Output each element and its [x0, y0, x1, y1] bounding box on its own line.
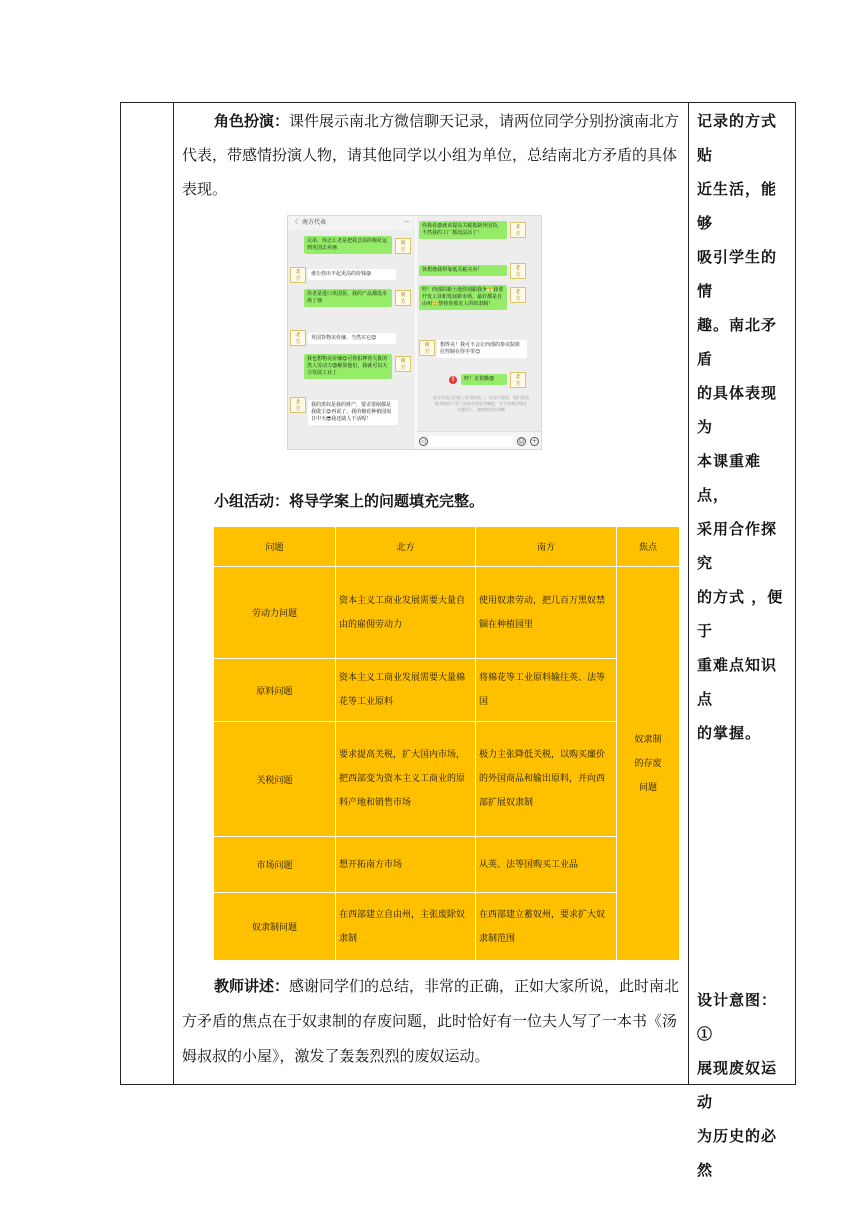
table-header-row — [214, 527, 680, 567]
chat-bubble: 你我看😡就该提高关税抵制外国货，不然我的工厂都没法活了！ — [419, 221, 507, 239]
south-cell: 从英、法等国购买工业品 — [476, 837, 617, 893]
issue-cell: 关税问题 — [214, 722, 336, 837]
avatar-north-icon: 南 方 — [395, 290, 411, 306]
chat-header — [288, 216, 414, 230]
role-play-text-1: 课件展示南北方微信聊天记录，请两位同学分别扮演南北方 — [289, 112, 680, 130]
issue-cell: 奴隶制问题 — [214, 893, 336, 961]
chat-system-note — [427, 395, 535, 413]
note-line: 的具体表现为 — [697, 384, 778, 436]
note-line: 记录的方式贴 — [697, 112, 778, 164]
table-row — [214, 837, 680, 893]
wechat-chat-screenshot — [287, 215, 542, 450]
note-line: 设计意图：① — [697, 991, 778, 1043]
table-header: 问题 — [214, 527, 336, 567]
column-divider-2 — [688, 102, 689, 1085]
emoji-icon: ☺ — [518, 438, 525, 445]
note-line: 趣。南北矛盾 — [697, 316, 778, 368]
south-cell: 将棉花等工业原料输往英、法等国 — [476, 659, 617, 722]
note-line: 展现废奴运动 — [697, 1059, 778, 1111]
avatar-south-icon: 北 方 — [290, 267, 306, 283]
design-note-1 — [697, 104, 791, 750]
group-activity-heading: 小组活动：将导学案上的问题填充完整。 — [214, 492, 485, 510]
note-line: 采用合作探究 — [697, 520, 778, 572]
note-line: 的方式 ，便于 — [697, 588, 784, 640]
avatar-north-icon: 北 方 — [510, 287, 526, 303]
back-arrow-icon: 〈 — [292, 219, 299, 226]
chat-bubble: 兄弟，你怎么老是把我急需的棉花运到英国去卖😒 — [304, 236, 392, 254]
table-row — [214, 893, 680, 961]
role-play-label: 角色扮演： — [214, 112, 290, 130]
chat-bubble: 休想😠我得靠低关税买卖！ — [419, 265, 507, 276]
chat-column-right — [417, 216, 542, 450]
avatar-north-icon: 北 方 — [510, 263, 526, 279]
chat-bubble: 我的黑奴是我的财产，要杀要剐都是我做主😊再说了，我的棉花种植园如日中天😎我还缺人干活呢！ — [308, 400, 398, 425]
teacher-line-2: 方矛盾的焦点在于奴隶制的存废问题，此时恰好有一位夫人写了一本书《汤 — [182, 1012, 678, 1030]
plus-icon: + — [531, 438, 538, 445]
note-line: 近生活，能够 — [697, 180, 778, 232]
note-line: 重难点知识点 — [697, 656, 778, 708]
issue-cell: 市场问题 — [214, 837, 336, 893]
north-cell: 资本主义工商业发展需要大量自由的雇佣劳动力 — [336, 567, 476, 659]
avatar-north-icon: 南 方 — [395, 356, 411, 372]
avatar-south-icon: 北 方 — [290, 397, 306, 413]
south-cell: 极力主张降低关税，以购买廉价的外国商品和输出原料，并向西部扩展奴隶制 — [476, 722, 617, 837]
role-play-line-3: 表现。 — [182, 180, 228, 198]
table-header: 焦点 — [617, 527, 680, 567]
system-note-line: 南方代表已拒绝了联邦的统一，但也不愿意，他们希望 — [433, 395, 529, 400]
design-note-2 — [697, 983, 791, 1187]
teacher-line-3: 姆叔叔的小屋》，激发了轰轰烈烈的废奴运动。 — [182, 1047, 490, 1065]
table-row — [214, 659, 680, 722]
table-header: 南方 — [476, 527, 617, 567]
note-line: 为历史的必然 — [697, 1127, 778, 1179]
chat-bubble: 谁让你出不起更高的价钱😜 — [308, 269, 396, 280]
column-divider-1 — [173, 102, 174, 1085]
avatar-north-icon: 北 方 — [510, 372, 526, 388]
north-cell: 在西部建立自由州，主张废除奴隶制 — [336, 893, 476, 961]
system-note-line: 联邦政府不会干涉南方的奴隶制度，才不会被边缘化 — [435, 401, 527, 406]
chat-column-left — [288, 216, 414, 450]
chat-bubble: 哼！走着瞧😡 — [461, 374, 507, 385]
chat-title: 南方代表 — [302, 219, 327, 226]
chat-bubble: 哼！西部的新土地你别跟我争😤我要开发工业和发展新市场，最好都是自由州🙂禁掉你那害人的奴隶制！ — [419, 285, 507, 310]
guide-table — [213, 526, 680, 961]
teacher-text-1: 感谢同学们的总结，非常的正确，正如大家所说，此时南北 — [289, 977, 680, 995]
issue-cell: 劳动力问题 — [214, 567, 336, 659]
voice-icon: ◁ — [419, 437, 428, 446]
avatar-north-icon: 南 方 — [395, 238, 411, 254]
focus-cell: 奴隶制的存废问题 — [617, 567, 680, 961]
chat-bubble: 我也想物美价廉😊可你扣押着大批的黑人劳动力😡解放他们，我就可以大力发展工业了 — [304, 354, 392, 379]
table-row — [214, 722, 680, 837]
teacher-label: 教师讲述： — [214, 977, 290, 995]
avatar-south-icon: 北 方 — [290, 330, 306, 346]
north-cell: 要求提高关税，扩大国内市场，把西部变为资本主义工商业的原料产地和销售市场 — [336, 722, 476, 837]
chat-input — [429, 436, 513, 447]
south-cell: 在西部建立蓄奴州，要求扩大奴隶制范围 — [476, 893, 617, 961]
note-line: 的掌握。 — [697, 724, 762, 742]
system-note-line: 才能留下，做接续的奴隶制 — [457, 407, 505, 412]
south-cell: 使用奴隶劳动，把几百万黑奴禁锢在种植园里 — [476, 567, 617, 659]
issue-cell: 原料问题 — [214, 659, 336, 722]
avatar-north-icon: 北 方 — [510, 222, 526, 238]
more-icon: ··· — [404, 219, 410, 226]
chat-bubble: 想得美！我可不会让西部的参议院席位控制在你手里😏 — [437, 340, 527, 358]
north-cell: 资本主义工商业发展需要大量棉花等工业原料 — [336, 659, 476, 722]
teacher-line-1 — [214, 969, 684, 1003]
note-line: 本课重难点， — [697, 452, 762, 504]
note-line: 吸引学生的情 — [697, 248, 778, 300]
role-play-line-1 — [214, 104, 684, 138]
chat-bubble: 英国货物美价廉，当然买它😊 — [308, 333, 396, 344]
table-row — [214, 567, 680, 659]
avatar-south-icon: 南 方 — [419, 340, 435, 356]
chat-input-bar — [417, 431, 542, 450]
north-cell: 想开拓南方市场 — [336, 837, 476, 893]
chat-bubble: 你老是进口英国货，我的产品都没市场了😢 — [304, 289, 392, 307]
send-failed-icon: ! — [449, 376, 457, 384]
role-play-line-2: 代表，带感情扮演人物，请其他同学以小组为单位，总结南北方矛盾的具体 — [182, 146, 678, 164]
table-header: 北方 — [336, 527, 476, 567]
